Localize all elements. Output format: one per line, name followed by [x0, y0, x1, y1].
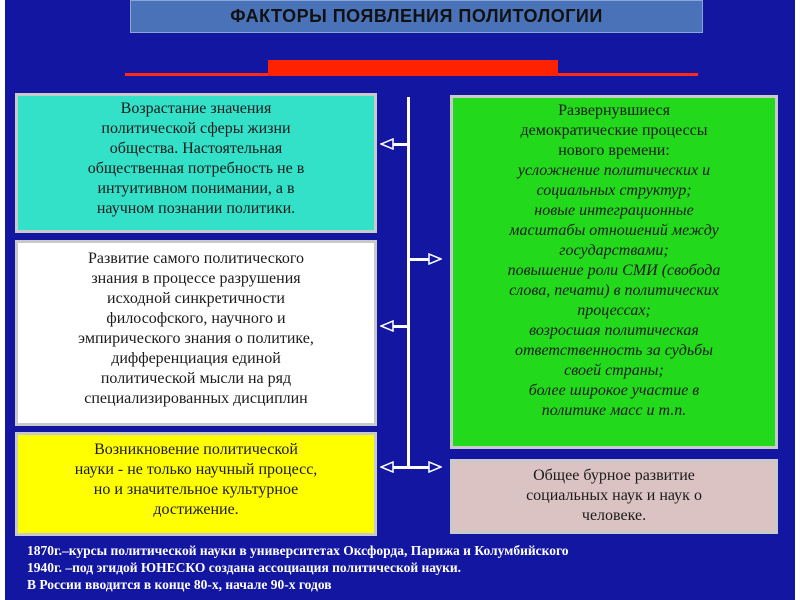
- red-accent-block: [268, 60, 558, 76]
- box-line: эмпирического знания о политике,: [78, 330, 314, 347]
- box-line: интуитивном понимании, а в: [97, 180, 295, 197]
- title-bar: [130, 0, 703, 33]
- footer-notes: [27, 542, 787, 593]
- box-list-line: процессах;: [577, 302, 651, 319]
- box-line: Развитие самого политического: [87, 250, 304, 267]
- box-line: но и значительное культурное: [93, 481, 299, 498]
- box-line: исходной синкретичности: [107, 290, 285, 307]
- box-line: человеке.: [581, 507, 647, 524]
- box-list-line: более широкое участие в: [528, 382, 700, 399]
- arrow-left-icon: [380, 320, 394, 332]
- arrow-right-icon: [428, 461, 442, 473]
- box-list-line: своей страны;: [564, 362, 664, 379]
- box-line: Общее бурное развитие: [533, 467, 695, 484]
- box-list-line: масштабы отношений между: [509, 222, 719, 239]
- connector-to-box-4: [409, 258, 429, 261]
- arrow-right-icon: [428, 253, 442, 265]
- box-list-line: повышение роли СМИ (свобода: [507, 262, 721, 279]
- box-line: дифференциация единой: [111, 350, 281, 367]
- box-line: философского, научного и: [106, 310, 286, 327]
- box-line: нового времени:: [558, 142, 670, 159]
- vertical-connector-line: [407, 97, 410, 467]
- box-list-line: слова, печати) в политических: [509, 282, 719, 299]
- connector-bottom: [391, 466, 429, 469]
- footer-line: В России вводится в конце 80-х, начале 90-х годов: [27, 577, 332, 592]
- box-list-line: ответственность за судьбы: [514, 342, 713, 359]
- box-line: общества. Настоятельная: [109, 140, 283, 157]
- box-line: специализированных дисциплин: [84, 390, 308, 407]
- box-line: знания в процессе разрушения: [91, 270, 301, 287]
- arrow-left-icon: [380, 138, 394, 150]
- page-title: ФАКТОРЫ ПОЯВЛЕНИЯ ПОЛИТОЛОГИИ: [230, 6, 603, 26]
- footer-line: 1940г. –под эгидой ЮНЕСКО создана ассоциация политической науки.: [27, 560, 462, 575]
- box-line: Возрастание значения: [120, 100, 272, 117]
- factor-box-democratic-processes: [450, 95, 778, 449]
- box-line: политической сферы жизни: [101, 120, 291, 137]
- box-list-line: новые интеграционные: [534, 202, 694, 219]
- factor-box-cultural-achievement: [15, 432, 377, 536]
- slide: [5, 0, 795, 600]
- box-line: достижение.: [153, 501, 239, 518]
- box-line: социальных наук и наук о: [526, 487, 702, 504]
- box-line: Возникновение политической: [94, 441, 298, 458]
- box-list-line: возросшая политическая: [529, 322, 699, 339]
- box-list-line: социальных структур;: [536, 182, 692, 199]
- arrow-left-icon: [380, 461, 394, 473]
- box-line: научном познании политики.: [96, 200, 296, 217]
- factor-box-social-sciences: [450, 459, 778, 534]
- box-line: Развернувшиеся: [558, 102, 670, 119]
- footer-line: 1870г.–курсы политической науки в университетах Оксфорда, Парижа и Колумбийского: [27, 543, 569, 558]
- box-list-line: усложнение политических и: [517, 162, 711, 179]
- box-line: науки - не только научный процесс,: [74, 461, 318, 478]
- box-line: демократические процессы: [520, 122, 708, 139]
- box-line: политической мысли на ряд: [100, 370, 292, 387]
- factor-box-political-sphere: [15, 93, 377, 233]
- box-list-line: политике масс и т.п.: [541, 402, 687, 419]
- box-list-line: государствами;: [559, 242, 669, 259]
- box-line: общественная потребность не в: [87, 160, 305, 177]
- factor-box-knowledge-development: [15, 240, 377, 426]
